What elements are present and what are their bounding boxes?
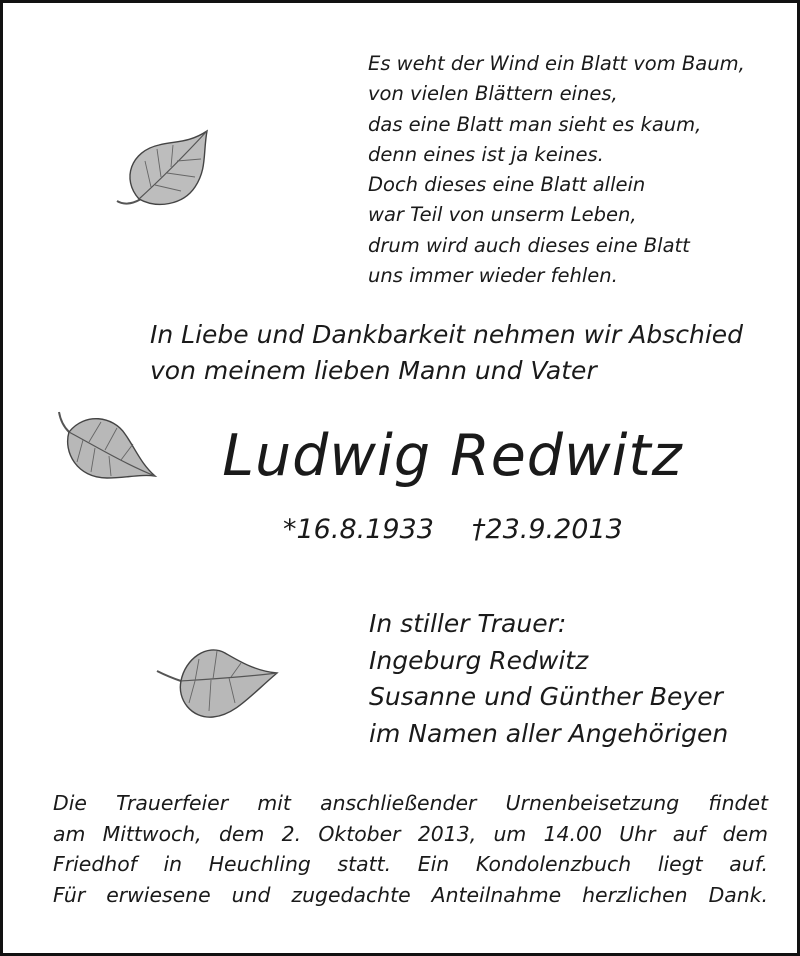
intro-line-1: In Liebe und Dankbarkeit nehmen wir Abschied (150, 320, 744, 349)
leaf-icon (155, 641, 281, 723)
poem-line: drum wird auch dieses eine Blatt (368, 233, 690, 257)
leaf-icon (111, 129, 221, 219)
footer-line: Für erwiesene und zugedachte Anteilnahme herzlichen Dank. (53, 882, 768, 907)
death-date: †23.9.2013 (471, 514, 623, 545)
mourners-block (369, 606, 728, 752)
poem-line: das eine Blatt man sieht es kaum, (368, 112, 702, 136)
poem-line: war Teil von unserm Leben, (368, 203, 637, 227)
intro-line-2: von meinem lieben Mann und Vater (150, 356, 597, 385)
poem-line: uns immer wieder fehlen. (368, 264, 618, 288)
poem-line: denn eines ist ja keines. (368, 142, 604, 166)
birth-date: *16.8.1933 (283, 514, 434, 545)
mourner-name: Ingeburg Redwitz (369, 645, 589, 675)
poem-line: von vielen Blättern eines, (368, 82, 618, 106)
mourner-name: im Namen aller Angehörigen (369, 718, 729, 748)
poem-line: Es weht der Wind ein Blatt vom Baum, (368, 52, 745, 75)
poem (368, 49, 745, 291)
poem-line: Doch dieses eine Blatt allein (368, 173, 646, 197)
funeral-details (53, 788, 768, 910)
mourners-heading: In stiller Trauer: (369, 609, 567, 638)
deceased-name: Ludwig Redwitz (222, 423, 683, 489)
mourner-name: Susanne und Günther Beyer (369, 682, 723, 711)
footer-line: Friedhof in Heuchling statt. Ein Kondolenzbuch liegt auf. (53, 852, 768, 876)
farewell-intro (150, 317, 743, 389)
footer-line: Die Trauerfeier mit anschließender Urnenbeisetzung findet (53, 791, 768, 815)
footer-line: am Mittwoch, dem 2. Oktober 2013, um 14.00 Uhr auf dem (53, 821, 768, 846)
life-dates (283, 510, 623, 550)
